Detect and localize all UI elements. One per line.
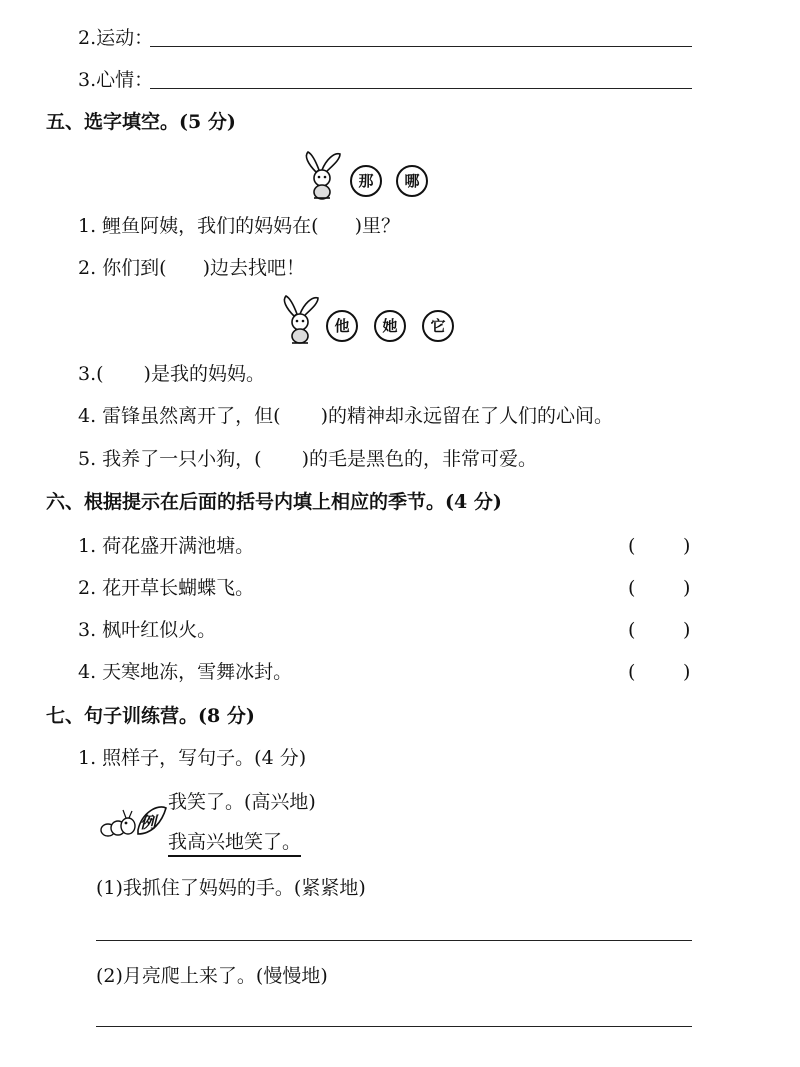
rabbit-icon — [302, 150, 346, 200]
answer-line-sport[interactable] — [150, 46, 692, 47]
choice-circle: 哪 — [396, 165, 428, 197]
choice-circle: 它 — [422, 310, 454, 342]
sub-question-title: 1. 照样子，写句子。(4 分) — [78, 747, 307, 769]
question-line: 5. 我养了一只小狗，( )的毛是黑色的，非常可爱。 — [78, 448, 538, 470]
season-item-text: 1. 荷花盛开满池塘。 — [78, 535, 255, 557]
paren-close: ) — [683, 661, 691, 683]
paren-open: ( — [628, 619, 636, 641]
paren-close: ) — [683, 577, 691, 599]
choice-circle: 他 — [326, 310, 358, 342]
caterpillar-example-icon — [96, 800, 168, 844]
question-line: 4. 雷锋虽然离开了，但( )的精神却永远留在了人们的心间。 — [78, 405, 614, 427]
answer-line-mood[interactable] — [150, 88, 692, 89]
section7-title: 七、句子训练营。(8 分) — [46, 705, 255, 727]
example-answer: 我高兴地笑了。 — [168, 830, 301, 854]
example-badge-text: 例 — [140, 813, 157, 832]
practice-question-1: (1)我抓住了妈妈的手。(紧紧地) — [96, 877, 366, 899]
season-item-text: 2. 花开草长蝴蝶飞。 — [78, 577, 255, 599]
choice-circle: 她 — [374, 310, 406, 342]
question-line: 1. 鲤鱼阿姨，我们的妈妈在( )里？ — [78, 215, 401, 237]
paren-close: ) — [683, 619, 691, 641]
season-item-text: 4. 天寒地冻，雪舞冰封。 — [78, 661, 293, 683]
answer-line-q2[interactable] — [96, 1026, 692, 1027]
question-line: 3.( )是我的妈妈。 — [78, 363, 265, 385]
paren-open: ( — [628, 661, 636, 683]
paren-open: ( — [628, 535, 636, 557]
section5-title: 五、选字填空。(5 分) — [46, 111, 236, 133]
item-mood-label: 3.心情： — [78, 69, 154, 91]
rabbit-icon — [280, 294, 324, 346]
choice-circle: 那 — [350, 165, 382, 197]
season-item-text: 3. 枫叶红似火。 — [78, 619, 217, 641]
paren-close: ) — [683, 535, 691, 557]
item-sport-label: 2.运动： — [78, 27, 154, 49]
practice-question-2: (2)月亮爬上来了。(慢慢地) — [96, 965, 328, 987]
example-sentence: 我笑了。(高兴地) — [168, 791, 316, 813]
answer-line-q1[interactable] — [96, 940, 692, 941]
section6-title: 六、根据提示在后面的括号内填上相应的季节。(4 分) — [46, 491, 502, 513]
question-line: 2. 你们到( )边去找吧！ — [78, 257, 306, 279]
paren-open: ( — [628, 577, 636, 599]
